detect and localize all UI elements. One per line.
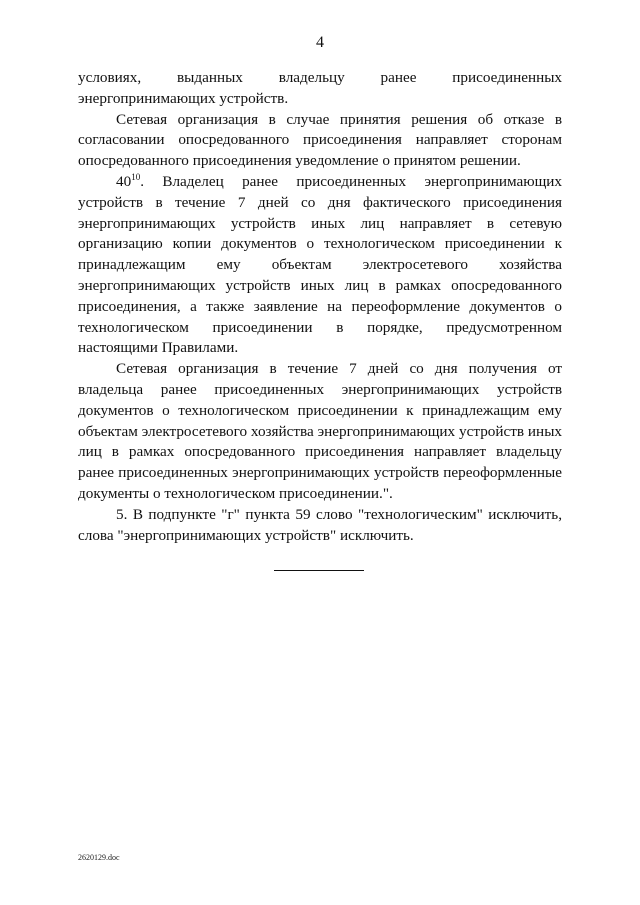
paragraph-40-10 — [78, 172, 562, 359]
paragraph-item-5: 5. В подпункте "г" пункта 59 слово "технологическим" исключить, слова "энергопринимающих устройств" исключить. — [78, 505, 562, 544]
document-body — [78, 68, 562, 546]
end-divider — [274, 570, 364, 571]
page-number: 4 — [316, 34, 324, 51]
paragraph-continuation: условиях, выданных владельцу ранее присоединенных энергопринимающих устройств. — [78, 69, 562, 107]
footer-doc-id: 2620129.doc — [78, 853, 120, 862]
clause-text: . Владелец ранее присоединенных энергопринимающих устройств в течение 7 дней со дня фактического присоединения энергопринимающих устройств иных лиц направляет в сетевую организацию копии документов о технологическом присоединении к принадлежащим ему объектам электросетевого хозяйства энергопринимающих устройств иных лиц в рамках опосредованного присоединения, а также заявление на переоформление документов о технологическом присоединении в порядке, предусмотренном настоящими Правилами. — [78, 172, 562, 357]
paragraph-network-organization: Сетевая организация в течение 7 дней со дня получения от владельца ранее присоединенных энергопринимающих устройств документов о технологическом присоединении к принадлежащим ему объектам электросетевого хозяйства энергопринимающих устройств иных лиц в рамках опосредованного присоединения направляет владельцу ранее присоединенных энергопринимающих устройств переоформленные документы о технологическом присоединении.". — [78, 360, 562, 502]
clause-superscript: 10 — [131, 171, 141, 182]
clause-number: 40 — [116, 172, 132, 190]
paragraph-refusal-notice: Сетевая организация в случае принятия решения об отказе в согласовании опосредованного присоединения направляет сторонам опосредованного присоединения уведомление о принятом решении. — [78, 110, 562, 170]
